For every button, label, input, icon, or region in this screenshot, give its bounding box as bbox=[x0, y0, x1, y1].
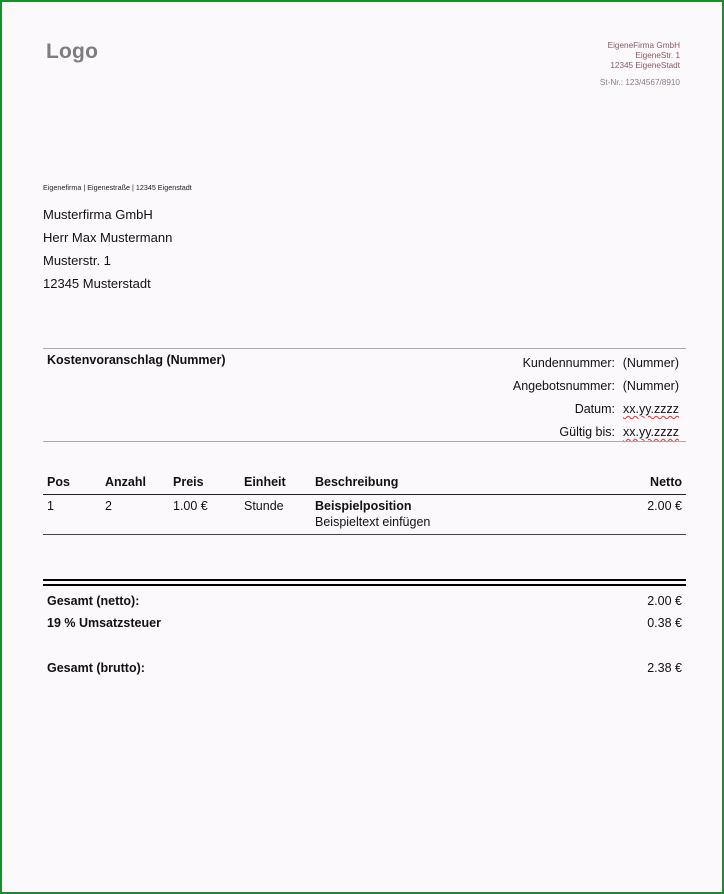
total-brutto-value: 2.38 € bbox=[647, 661, 682, 675]
column-header-anzahl: Anzahl bbox=[101, 472, 169, 495]
recipient-city: 12345 Musterstadt bbox=[43, 276, 151, 291]
company-city: 12345 EigeneStadt bbox=[610, 61, 680, 70]
totals-rule-thick bbox=[43, 579, 686, 581]
item-title: Beispielposition bbox=[315, 499, 412, 513]
divider-top bbox=[43, 348, 686, 349]
meta-label: Angebotsnummer: bbox=[512, 379, 615, 393]
meta-value: (Nummer) bbox=[622, 379, 679, 393]
company-tax-id: St-Nr.: 123/4567/8910 bbox=[599, 78, 680, 87]
recipient-address bbox=[43, 203, 172, 295]
recipient-company: Musterfirma GmbH bbox=[43, 207, 153, 222]
totals-block bbox=[43, 590, 686, 679]
column-header-netto: Netto bbox=[589, 472, 686, 495]
total-netto-value: 2.00 € bbox=[647, 594, 682, 608]
total-brutto-label: Gesamt (brutto): bbox=[47, 661, 145, 675]
column-header-einheit: Einheit bbox=[240, 472, 311, 495]
meta-value: xx.yy.zzzz bbox=[622, 402, 679, 416]
meta-value: (Nummer) bbox=[622, 356, 679, 370]
total-netto-label: Gesamt (netto): bbox=[47, 594, 140, 608]
meta-label: Gültig bis: bbox=[559, 425, 615, 439]
document-title: Kostenvoranschlag (Nummer) bbox=[47, 353, 226, 367]
tax-label: 19 % Umsatzsteuer bbox=[47, 616, 161, 630]
cell-beschreibung bbox=[311, 495, 589, 535]
recipient-person: Herr Max Mustermann bbox=[43, 230, 173, 245]
item-text: Beispieltext einfügen bbox=[315, 515, 431, 529]
table-row bbox=[43, 495, 686, 535]
sender-line: Eigenefirma | Eigenestraße | 12345 Eigenstadt bbox=[43, 183, 192, 192]
meta-value: xx.yy.zzzz bbox=[622, 425, 679, 439]
company-address-block bbox=[600, 41, 680, 88]
cell-pos: 1 bbox=[43, 495, 101, 535]
table-header-row bbox=[43, 472, 686, 495]
recipient-street: Musterstr. 1 bbox=[43, 253, 111, 268]
tax-value: 0.38 € bbox=[647, 616, 682, 630]
cell-netto: 2.00 € bbox=[589, 495, 686, 535]
total-netto-row bbox=[43, 590, 686, 612]
meta-customer-number bbox=[513, 352, 679, 375]
meta-date bbox=[513, 398, 679, 421]
column-header-preis: Preis bbox=[169, 472, 240, 495]
divider-bottom bbox=[43, 441, 686, 442]
tax-row bbox=[43, 612, 686, 634]
company-logo: Logo bbox=[46, 40, 99, 63]
company-street: EigeneStr. 1 bbox=[635, 51, 680, 60]
column-header-pos: Pos bbox=[43, 472, 101, 495]
cell-anzahl: 2 bbox=[101, 495, 169, 535]
totals-rule-thin bbox=[43, 584, 686, 586]
meta-offer-number bbox=[513, 375, 679, 398]
meta-label: Kundennummer: bbox=[522, 356, 615, 370]
document-meta bbox=[513, 352, 679, 444]
column-header-beschreibung: Beschreibung bbox=[311, 472, 589, 495]
total-brutto-row bbox=[43, 657, 686, 679]
meta-label: Datum: bbox=[574, 402, 615, 416]
company-name: EigeneFirma GmbH bbox=[607, 41, 680, 50]
cell-preis: 1.00 € bbox=[169, 495, 240, 535]
items-table bbox=[43, 472, 686, 535]
cell-einheit: Stunde bbox=[240, 495, 311, 535]
